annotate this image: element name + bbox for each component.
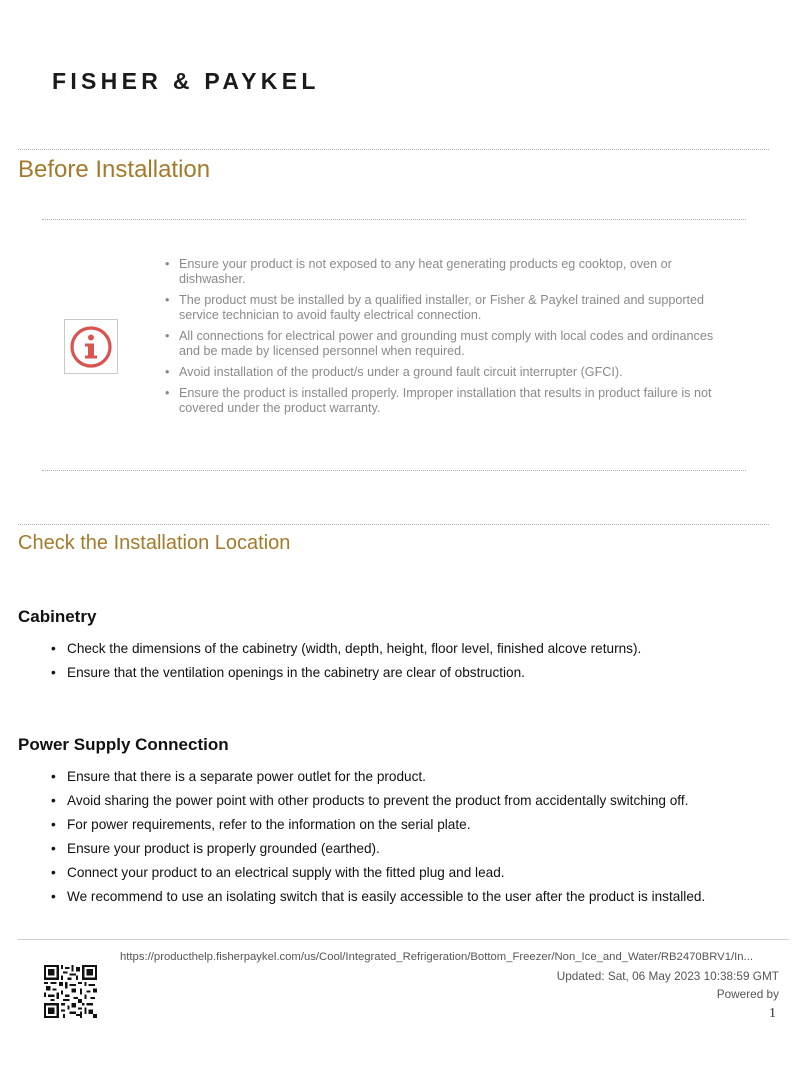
warning-box-top-divider [42, 219, 746, 220]
power-supply-heading: Power Supply Connection [18, 735, 229, 754]
footer-url[interactable]: https://producthelp.fisherpaykel.com/us/Cool/Integrated_Refrigeration/Bottom_Freezer/Non_Ice_and_Water/RB2470BRV1/In... [120, 951, 753, 963]
list-item: • Ensure the product is installed properly. Improper installation that results in product failure is not covered under the product warranty. [163, 386, 723, 416]
footer-divider [18, 939, 789, 940]
info-icon-box [64, 319, 118, 374]
power-supply-list [18, 769, 705, 913]
list-item: • Avoid installation of the product/s under a ground fault circuit interrupter (GFCI). [163, 365, 723, 380]
list-item: • The product must be installed by a qualified installer, or Fisher & Paykel trained and supported service technician to avoid faulty electrical connection. [163, 293, 723, 323]
brand-logo: FISHER & PAYKEL [52, 68, 320, 94]
list-item: • Ensure your product is not exposed to any heat generating products eg cooktop, oven or dishwasher. [163, 257, 723, 287]
list-item: • Avoid sharing the power point with other products to prevent the product from accidentally switching off. [18, 793, 705, 817]
list-item: • Check the dimensions of the cabinetry (width, depth, height, floor level, finished alcove returns). [18, 641, 641, 665]
page-number: 1 [769, 1006, 776, 1021]
qr-code-icon [44, 965, 97, 1018]
list-item: • Ensure that the ventilation openings in the cabinetry are clear of obstruction. [18, 665, 641, 689]
footer-updated: Updated: Sat, 06 May 2023 10:38:59 GMT [556, 969, 779, 983]
before-installation-title: Before Installation [18, 156, 211, 183]
list-item: • Connect your product to an electrical supply with the fitted plug and lead. [18, 865, 705, 889]
list-item: • All connections for electrical power and grounding must comply with local codes and ordinances and be made by licensed personnel when required. [163, 329, 723, 359]
list-item: • Ensure your product is properly grounded (earthed). [18, 841, 705, 865]
footer-powered-by: Powered by [716, 987, 779, 1001]
info-circle-icon [69, 325, 113, 369]
section-divider [18, 149, 769, 150]
check-location-title: Check the Installation Location [18, 532, 291, 554]
warning-box-bottom-divider [42, 470, 746, 471]
cabinetry-list [18, 641, 641, 689]
list-item: • Ensure that there is a separate power outlet for the product. [18, 769, 705, 793]
list-item: • For power requirements, refer to the information on the serial plate. [18, 817, 705, 841]
list-item: • We recommend to use an isolating switch that is easily accessible to the user after the product is installed. [18, 889, 705, 913]
section-divider [18, 524, 769, 525]
before-installation-list [163, 257, 723, 422]
cabinetry-heading: Cabinetry [18, 607, 97, 626]
